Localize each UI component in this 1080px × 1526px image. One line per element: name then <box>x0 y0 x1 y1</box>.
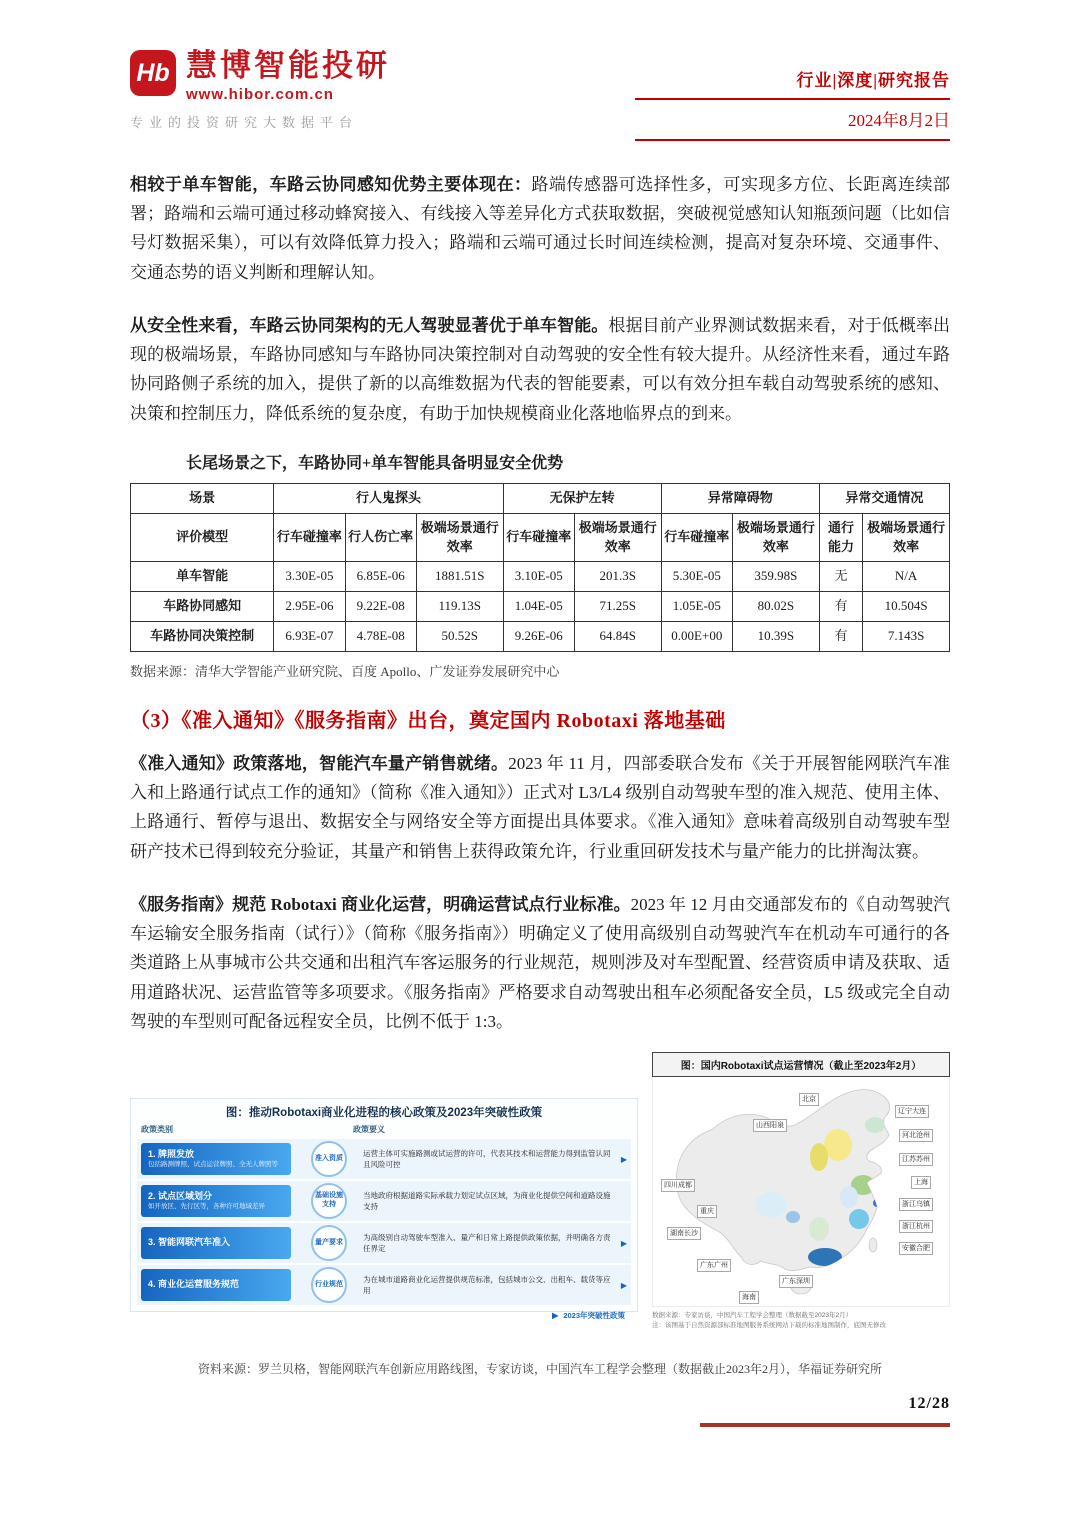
map-label-shenzhen: 广东深圳 <box>779 1275 813 1288</box>
paragraph-2 <box>130 311 950 428</box>
pill-subtitle: 包括路测牌照、试点运营牌照、全无人牌照等 <box>148 1160 278 1168</box>
cell: 50.52S <box>416 622 503 652</box>
map-label-hefei: 安徽合肥 <box>899 1242 933 1255</box>
policy-row-1 <box>137 1139 631 1179</box>
page-number: 12/28 <box>908 1395 950 1413</box>
policy-row-4 <box>137 1265 631 1305</box>
subhead-1: 行车碰撞率 <box>274 513 345 562</box>
arrow-marker-icon: ▶ <box>620 1280 627 1290</box>
cell: 201.3S <box>574 562 661 592</box>
cell: N/A <box>863 562 950 592</box>
cell: 有 <box>819 592 862 622</box>
policy-pill-admission <box>141 1227 291 1259</box>
pill-title: 2. 试点区域划分 <box>148 1190 213 1201</box>
cell: 10.504S <box>863 592 950 622</box>
table-title: 长尾场景之下，车路协同+单车智能具备明显安全优势 <box>186 454 564 472</box>
paragraph-2-text: 根据目前产业界测试数据来看，对于低概率出现的极端场景，车路协同感知与车路协同决策控制对自动驾驶的安全性有较大提升。从经济性来看，通过车路协同路侧子系统的加入，提供了新的以高维数据为代表的智能要素，可以有效分担车载自动驾驶系统的感知、决策和控制压力，降低系统的复杂度，有助于加快规模商业化落地临界点的到来。 <box>130 315 951 423</box>
paragraph-2-lead: 从安全性来看，车路云协同架构的无人驾驶显著优于单车智能。 <box>130 315 609 335</box>
policy-badge-access: 准入资质 <box>311 1141 347 1177</box>
map-label-chengdu: 四川成都 <box>661 1179 695 1192</box>
safety-table-section <box>130 450 950 680</box>
cell: 3.10E-05 <box>503 562 574 592</box>
policy-col1-header: 政策类别 <box>141 1125 173 1135</box>
row-3-name: 车路协同决策控制 <box>131 622 274 652</box>
china-map-area <box>652 1077 950 1307</box>
brand-website: www.hibor.com.cn <box>186 85 334 103</box>
map-label-wuzhen: 浙江乌镇 <box>899 1198 933 1211</box>
map-label-hainan: 海南 <box>739 1291 759 1304</box>
header-divider-top <box>635 98 950 100</box>
cell: 1881.51S <box>416 562 503 592</box>
cell: 80.02S <box>732 592 819 622</box>
map-label-beijing: 北京 <box>799 1093 819 1106</box>
subhead-3: 极端场景通行效率 <box>416 513 503 562</box>
map-label-hangzhou: 浙江杭州 <box>899 1220 933 1233</box>
subhead-2: 行人伤亡率 <box>345 513 416 562</box>
paragraph-4-text: 2023 年 12 月由交通部发布的《自动驾驶汽车运输安全服务指南（试行）》（简称《服务指南》）明确定义了使用高级别自动驾驶汽车在机动车可通行的各类道路上从事城市公共交通和出租汽车客运服务的行业规范，规则涉及对车型配置、经营资质申请及获取、适用道路状况、运营监管等多项要求。《服务指南》严格要求自动驾驶出租车必须配备安全员，L5 级或完全自动驾驶的车型则可配备远程安全员，比例不低于 1:3。 <box>130 894 951 1031</box>
cell: 1.05E-05 <box>661 592 732 622</box>
cell: 无 <box>819 562 862 592</box>
header-meta <box>635 50 950 146</box>
col-group-pedestrian: 行人鬼探头 <box>274 483 503 513</box>
map-notes <box>652 1311 950 1331</box>
col-scene: 场景 <box>131 483 274 513</box>
map-label-yangquan: 山西阳泉 <box>753 1119 787 1132</box>
policy-figure-title: 图：推动Robotaxi商业化进程的核心政策及2023年突破性政策 <box>225 1107 543 1120</box>
cell: 4.78E-08 <box>345 622 416 652</box>
policy-figure <box>130 1098 638 1321</box>
map-label-dalian: 辽宁大连 <box>895 1105 929 1118</box>
cell: 6.93E-07 <box>274 622 345 652</box>
policy-pill-zones <box>141 1185 291 1217</box>
policy-desc: 运营主体可实施路测或试运营的许可，代表其技术和运营能力得到监管认同且风险可控 <box>363 1148 611 1170</box>
row-2-name: 车路协同感知 <box>131 592 274 622</box>
cell: 6.85E-06 <box>345 562 416 592</box>
cell: 0.00E+00 <box>661 622 732 652</box>
col-group-left-turn: 无保护左转 <box>503 483 661 513</box>
brand-name: 慧博智能投研 <box>186 48 390 83</box>
policy-figure-legend <box>131 1307 637 1321</box>
map-label-changsha: 湖南长沙 <box>667 1227 701 1240</box>
paragraph-1-lead: 相较于单车智能，车路云协同感知优势主要体现在： <box>130 175 532 194</box>
figures-caption: 资料来源：罗兰贝格，智能网联汽车创新应用路线图，专家访谈，中国汽车工程学会整理（数据截止2023年2月），华福证券研究所 <box>197 1362 882 1377</box>
paragraph-4-lead: 《服务指南》规范 Robotaxi 商业化运营，明确运营试点行业标准。 <box>130 894 631 914</box>
cell: 71.25S <box>574 592 661 622</box>
safety-comparison-table <box>130 483 950 652</box>
section-heading: （3）《准入通知》《服务指南》出台，奠定国内 Robotaxi 落地基础 <box>130 709 726 732</box>
cell: 359.98S <box>732 562 819 592</box>
arrow-marker-icon: ▶ <box>552 1311 559 1321</box>
policy-col2-header: 政策要义 <box>353 1125 385 1135</box>
subhead-7: 极端场景通行效率 <box>732 513 819 562</box>
map-label-chongqing: 重庆 <box>697 1205 717 1218</box>
table-sub-header-row <box>131 513 950 562</box>
policy-badge-standard: 行业规范 <box>311 1267 347 1303</box>
report-date: 2024年8月2日 <box>848 110 950 130</box>
subhead-model: 评价模型 <box>131 513 274 562</box>
pill-title: 3. 智能网联汽车准入 <box>148 1237 231 1248</box>
policy-desc: 当地政府根据道路实际承载力划定试点区域，为商业化提供空间和道路设施支持 <box>363 1190 611 1212</box>
cell: 7.143S <box>863 622 950 652</box>
map-label-shanghai: 上海 <box>911 1176 931 1189</box>
table-group-header-row <box>131 483 950 513</box>
table-row <box>131 622 950 652</box>
policy-desc: 为在城市道路商业化运营提供规范标准，包括城市公交、出租车、载货等应用 <box>363 1274 611 1296</box>
header-brand <box>130 50 390 131</box>
paragraph-1-text: 路端传感器可选择性多，可实现多方位、长距离连续部署；路端和云端可通过移动蜂窝接入、有线接入等差异化方式获取数据，突破视觉感知认知瓶颈问题（比如信号灯数据采集），可以有效降低算力投入；路端和云端可通过长时间连续检测，提高对复杂环境、交通事件、交通态势的语义判断和理解认知。 <box>130 175 950 282</box>
col-group-obstacle: 异常障碍物 <box>661 483 819 513</box>
cell: 1.04E-05 <box>503 592 574 622</box>
pill-title: 1. 牌照发放 <box>148 1148 195 1159</box>
pill-subtitle: 如开放区、先行区等，各种许可地域差异 <box>148 1202 265 1210</box>
map-note-disclaimer: 注：该图基于自然资源部标准地图服务系统网站下载的标准地图制作，底图无修改 <box>652 1322 886 1330</box>
paragraph-1 <box>130 170 950 287</box>
page-footer <box>700 1395 950 1427</box>
page-header <box>130 50 950 146</box>
subhead-9: 极端场景通行效率 <box>863 513 950 562</box>
map-figure-title: 图：国内Robotaxi试点运营情况（截止至2023年2月） <box>652 1052 950 1077</box>
pill-title: 4. 商业化运营服务规范 <box>148 1279 240 1290</box>
cell: 2.95E-06 <box>274 592 345 622</box>
footer-divider <box>700 1423 950 1427</box>
report-type: 行业|深度|研究报告 <box>796 71 950 90</box>
paragraph-3-text: 2023 年 11 月，四部委联合发布《关于开展智能网联汽车准入和上路通行试点工作的通知》（简称《准入通知》）正式对 L3/L4 级别自动驾驶车型的准入规范、使用主体、上路通行、暂停与退出、数据安全与网络安全等方面提出具体要求。《准入通知》意味着高级别自动驾驶车型研产技术已得到较充分验证，其量产和销售上获得政策允许，行业重回研发技术与量产能力的比拼淘汰赛。 <box>130 753 950 861</box>
cell: 10.39S <box>732 622 819 652</box>
subhead-4: 行车碰撞率 <box>503 513 574 562</box>
policy-legend-text: 2023年突破性政策 <box>563 1311 625 1321</box>
brand-tagline: 专业的投资研究大数据平台 <box>130 114 359 130</box>
header-divider-bottom <box>635 139 950 142</box>
paragraph-3-lead: 《准入通知》政策落地，智能汽车量产销售就绪。 <box>130 753 509 773</box>
map-label-suzhou: 江苏苏州 <box>899 1153 933 1166</box>
paragraph-4 <box>130 890 950 1036</box>
subhead-8: 通行能力 <box>819 513 862 562</box>
cell: 有 <box>819 622 862 652</box>
policy-badge-production: 量产要求 <box>311 1225 347 1261</box>
arrow-marker-icon: ▶ <box>620 1154 627 1164</box>
policy-pill-operation <box>141 1269 291 1301</box>
arrow-marker-icon: ▶ <box>620 1238 627 1248</box>
policy-badge-infra: 基础设施支持 <box>311 1183 347 1219</box>
paragraph-3 <box>130 749 950 866</box>
map-figure <box>652 1052 950 1331</box>
policy-desc: 为高级别自动驾驶车型准入、量产和日常上路提供政策依据，并明确各方责任界定 <box>363 1232 611 1254</box>
figures-section <box>130 1052 950 1352</box>
table-row <box>131 562 950 592</box>
col-group-traffic: 异常交通情况 <box>819 483 949 513</box>
table-source: 数据来源：清华大学智能产业研究院、百度 Apollo、广发证券发展研究中心 <box>130 663 560 679</box>
map-label-cangzhou: 河北沧州 <box>899 1129 933 1142</box>
subhead-5: 极端场景通行效率 <box>574 513 661 562</box>
policy-pill-license <box>141 1143 291 1175</box>
cell: 9.26E-06 <box>503 622 574 652</box>
hibor-logo-icon: Hb <box>130 50 176 96</box>
cell: 119.13S <box>416 592 503 622</box>
map-note-source: 数据来源：专家访谈，中国汽车工程学会整理（数据截至2023年2月） <box>652 1312 853 1320</box>
row-1-name: 单车智能 <box>131 562 274 592</box>
table-row <box>131 592 950 622</box>
policy-row-3 <box>137 1223 631 1263</box>
policy-row-2 <box>137 1181 631 1221</box>
cell: 5.30E-05 <box>661 562 732 592</box>
cell: 64.84S <box>574 622 661 652</box>
cell: 3.30E-05 <box>274 562 345 592</box>
cell: 9.22E-08 <box>345 592 416 622</box>
subhead-6: 行车碰撞率 <box>661 513 732 562</box>
map-label-guangzhou: 广东广州 <box>697 1259 731 1272</box>
